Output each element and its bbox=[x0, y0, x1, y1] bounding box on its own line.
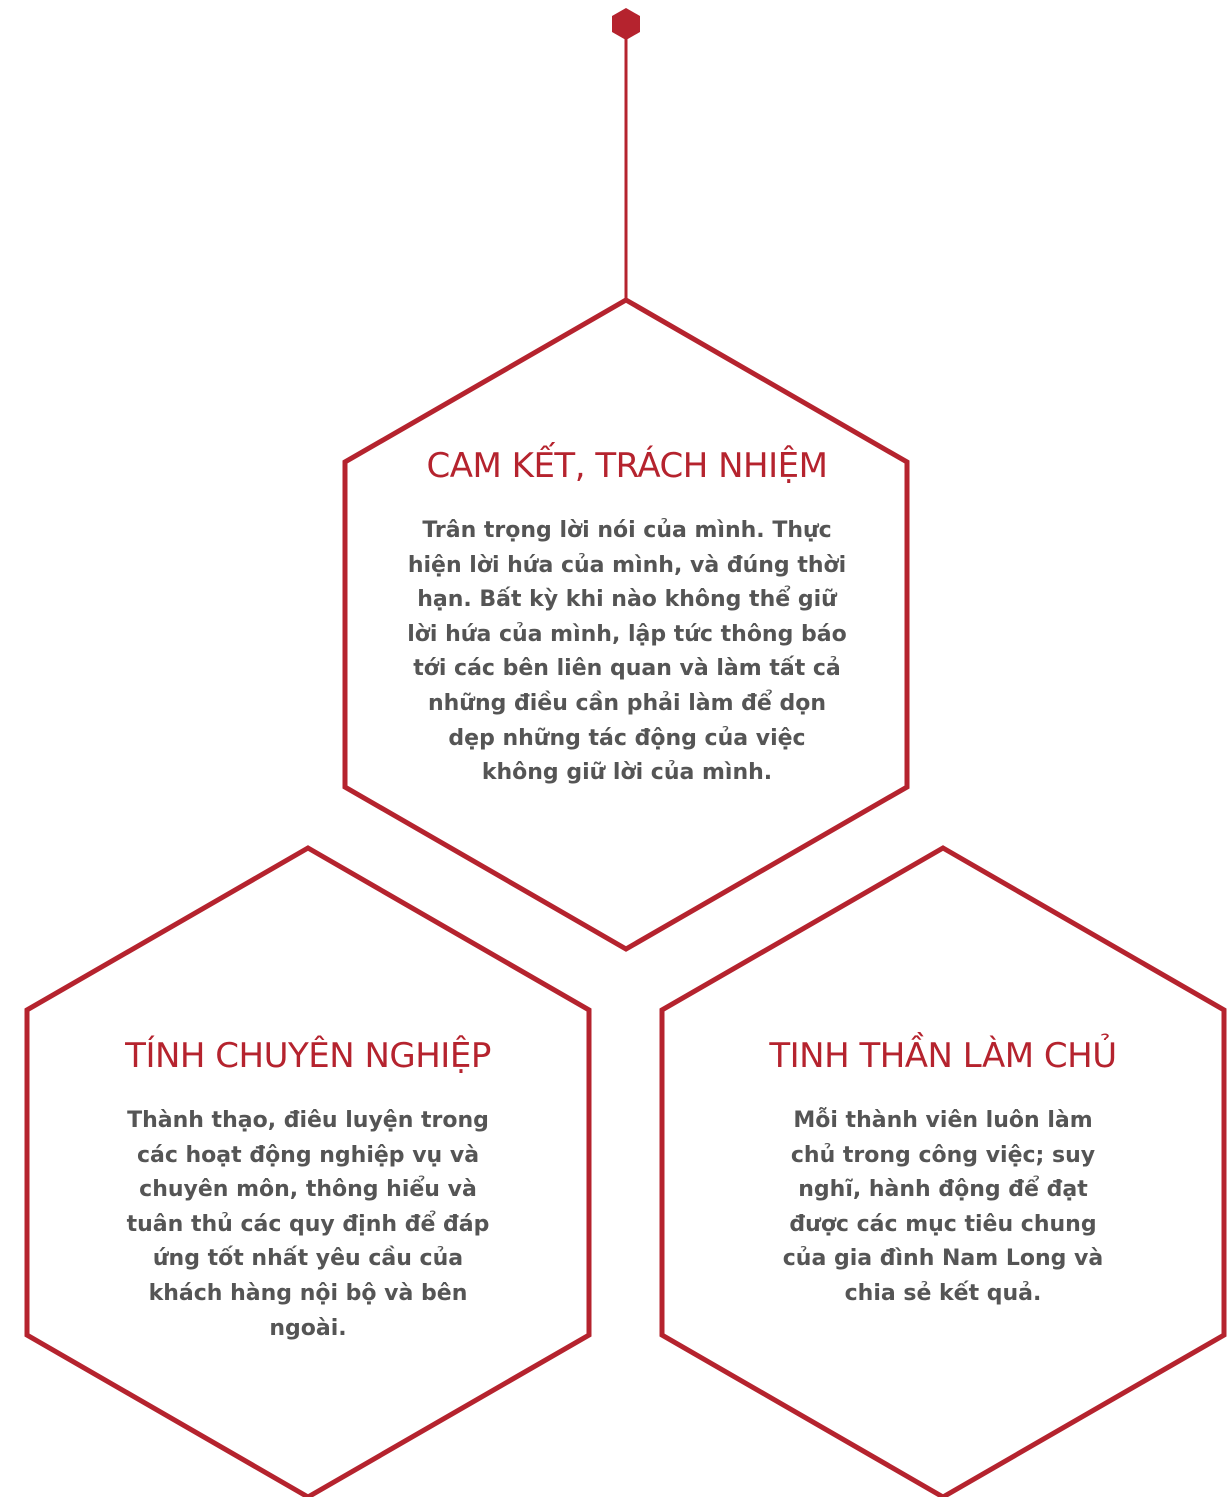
value-title: TINH THẦN LÀM CHỦ bbox=[769, 1036, 1117, 1076]
value-card-commitment bbox=[327, 446, 927, 791]
value-description: Trân trọng lời nói của mình. Thực hiện lời hứa của mình, và đúng thời hạn. Bất kỳ khi nào không thể giữ lời hứa của mình, lập tức thông báo tới các bên liên quan và làm tất cả những điều cần phải làm để dọn dẹp những tác động của việc không giữ lời của mình. bbox=[407, 518, 847, 786]
value-description: Thành thạo, điêu luyện trong các hoạt động nghiệp vụ và chuyên môn, thông hiểu và tuân thủ các quy định để đáp ứng tốt nhất yêu cầu của khách hàng nội bộ và bên ngoài. bbox=[126, 1108, 490, 1341]
value-title: CAM KẾT, TRÁCH NHIỆM bbox=[426, 446, 828, 486]
top-node-hexagon bbox=[612, 8, 640, 40]
value-card-professionalism bbox=[8, 1036, 608, 1346]
value-title: TÍNH CHUYÊN NGHIỆP bbox=[125, 1036, 491, 1076]
value-description: Mỗi thành viên luôn làm chủ trong công việc; suy nghĩ, hành động để đạt được các mục tiêu chung của gia đình Nam Long và chia sẻ kết quả. bbox=[782, 1108, 1104, 1306]
value-card-ownership bbox=[643, 1036, 1229, 1312]
